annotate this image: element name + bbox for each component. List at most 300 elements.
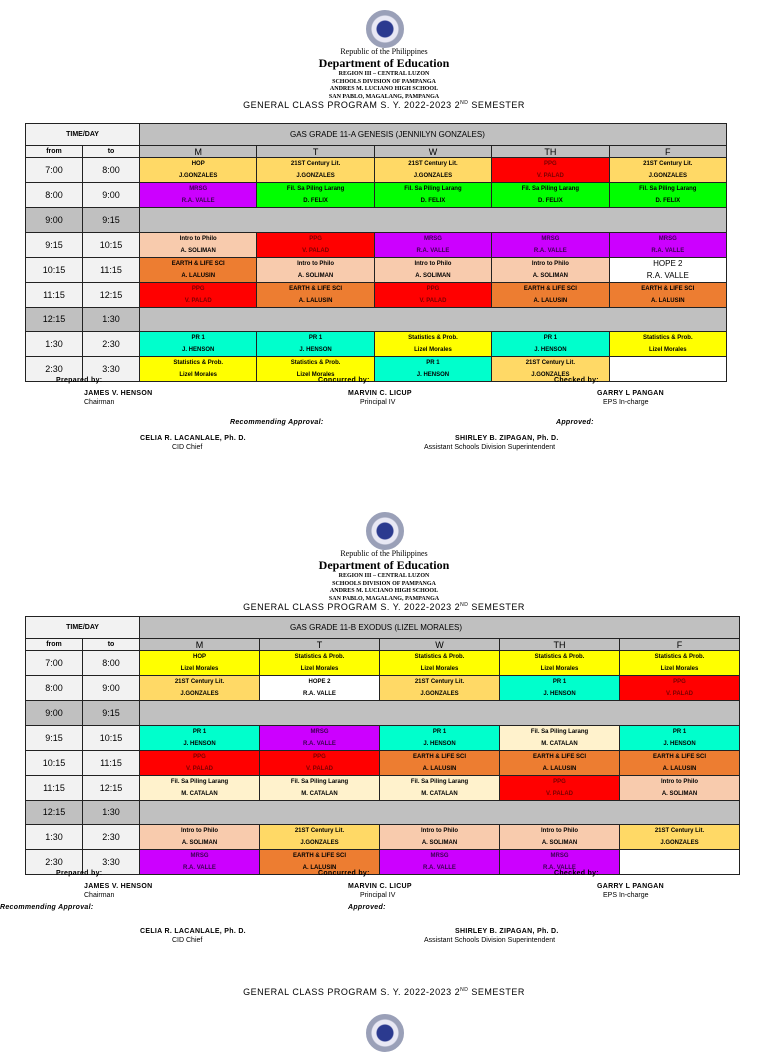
subject: Statistics & Prob.	[408, 335, 458, 341]
subject: PPG	[426, 285, 440, 292]
time-to: 9:00	[83, 183, 140, 208]
division-text: SCHOOLS DIVISION OF PAMPANGA	[332, 580, 436, 587]
teacher: J.GONZALES	[413, 173, 453, 179]
schedule-row	[26, 357, 727, 382]
teacher: J. HENSON	[299, 347, 332, 353]
subject: Intro to Philo	[661, 778, 698, 785]
time-to: 8:00	[83, 158, 140, 183]
republic-text: Republic of the Philippines	[340, 47, 428, 56]
teacher: M. CATALAN	[301, 790, 338, 797]
subject: EARTH & LIFE SCI	[171, 260, 225, 267]
teacher: M. CATALAN	[181, 790, 218, 797]
subject: PR 1	[552, 679, 567, 685]
schedule-row	[26, 676, 740, 701]
to-header: to	[83, 639, 140, 651]
division-text: SCHOOLS DIVISION OF PAMPANGA	[332, 78, 436, 85]
class-cell[interactable]	[374, 332, 491, 357]
teacher: A. SOLIMAN	[661, 790, 698, 797]
prepared-name: JAMES V. HENSON	[84, 883, 153, 890]
day-header: T	[257, 146, 374, 158]
break-row	[26, 701, 740, 726]
subject: Fil. Sa Piling Larang	[290, 778, 349, 785]
class-cell[interactable]	[620, 676, 740, 701]
teacher: J. HENSON	[183, 740, 216, 747]
class-cell[interactable]	[500, 750, 620, 775]
class-cell[interactable]	[609, 332, 726, 357]
teacher: A. LALUSIN	[533, 297, 568, 304]
class-cell[interactable]	[140, 257, 257, 282]
subject: Fil. Sa Piling Larang	[286, 186, 345, 192]
subject: Fil. Sa Piling Larang	[410, 778, 469, 785]
time-from: 9:00	[26, 701, 83, 726]
subject: 21ST Century Lit.	[414, 679, 465, 685]
schedule-row	[26, 725, 740, 750]
subject: EARTH & LIFE SCI	[641, 285, 695, 292]
class-cell[interactable]	[492, 183, 609, 208]
time-from: 10:15	[26, 750, 83, 775]
teacher: Lizel Morales	[540, 666, 579, 672]
concurred-label: Concurred by:	[318, 377, 370, 384]
subject: HOPE 2	[308, 679, 331, 685]
deped-seal-icon	[366, 512, 404, 550]
program-title	[0, 100, 768, 110]
class-cell[interactable]	[140, 357, 257, 382]
class-cell[interactable]	[374, 357, 491, 382]
class-schedule-table	[25, 123, 727, 382]
class-cell[interactable]	[380, 676, 500, 701]
teacher: V. PALAD	[305, 765, 333, 772]
to-header: to	[83, 146, 140, 158]
school-address: SAN PABLO, MAGALANG, PAMPANGA	[328, 93, 440, 100]
school-name: ANDRES M. LUCIANO HIGH SCHOOL	[329, 588, 439, 594]
checked-name: GARRY L PANGAN	[597, 390, 664, 397]
day-header: T	[260, 639, 380, 651]
recommending-name: CELIA R. LACANLALE, Ph. D.	[140, 928, 246, 935]
subject: 21ST Century Lit.	[294, 828, 345, 834]
class-cell[interactable]	[260, 775, 380, 800]
checked-label: Checked by:	[554, 377, 599, 384]
subject: EARTH & LIFE SCI	[532, 753, 586, 760]
time-day-header: TIME/DAY	[26, 617, 140, 639]
class-cell[interactable]	[374, 257, 491, 282]
class-cell[interactable]	[257, 183, 374, 208]
subject: 21ST Century Lit.	[525, 360, 576, 366]
class-cell[interactable]	[260, 725, 380, 750]
program-text: GENERAL CLASS PROGRAM S. Y. 2022-2023 2	[243, 100, 461, 110]
class-cell[interactable]	[374, 183, 491, 208]
teacher: R.A. VALLE	[651, 247, 685, 254]
schedule-row	[26, 750, 740, 775]
teacher: V. PALAD	[184, 297, 212, 304]
subject: PR 1	[191, 335, 205, 341]
republic-text: Republic of the Philippines	[340, 549, 428, 558]
subject: MRSG	[430, 853, 449, 859]
time-to: 11:15	[83, 750, 140, 775]
school-address: SAN PABLO, MAGALANG, PAMPANGA	[328, 595, 440, 602]
subject: Statistics & Prob.	[173, 360, 224, 366]
subject: Intro to Philo	[179, 235, 217, 242]
day-header: TH	[500, 639, 620, 651]
concurred-title: Principal IV	[360, 399, 396, 406]
class-cell[interactable]	[374, 232, 491, 257]
teacher: R.A. VALLE	[303, 691, 336, 697]
time-from: 9:00	[26, 208, 83, 233]
subject: Fil. Sa Piling Larang	[639, 186, 697, 192]
school-info	[0, 71, 768, 101]
class-cell[interactable]	[500, 725, 620, 750]
subject: PR 1	[672, 728, 687, 735]
teacher: V. PALAD	[536, 173, 564, 179]
teacher: D. FELIX	[538, 198, 563, 204]
break-cell	[140, 208, 727, 233]
subject: PR 1	[308, 335, 323, 341]
recommending-name: CELIA R. LACANLALE, Ph. D.	[140, 435, 246, 442]
recommending-label: Recommending Approval:	[230, 419, 324, 426]
teacher: R.A. VALLE	[183, 865, 216, 871]
class-cell[interactable]	[609, 232, 726, 257]
subject: 21ST Century Lit.	[408, 161, 458, 167]
schedule-row	[26, 232, 727, 257]
time-to: 8:00	[83, 651, 140, 676]
teacher: Lizel Morales	[296, 372, 335, 378]
teacher: A. SOLIMAN	[181, 840, 218, 846]
day-header: F	[620, 639, 740, 651]
teacher: J.GONZALES	[300, 840, 339, 846]
teacher: A. LALUSIN	[662, 765, 697, 772]
class-cell[interactable]	[140, 158, 257, 183]
approved-name: SHIRLEY B. ZIPAGAN, Ph. D.	[455, 928, 559, 935]
subject: Fil. Sa Piling Larang	[170, 778, 229, 785]
subject: PPG	[191, 285, 205, 292]
schedule-row	[26, 282, 727, 307]
day-header: W	[380, 639, 500, 651]
class-cell[interactable]	[492, 332, 609, 357]
teacher: J. HENSON	[182, 347, 215, 353]
class-cell[interactable]	[500, 775, 620, 800]
subject: PR 1	[426, 360, 440, 366]
program-text: GENERAL CLASS PROGRAM S. Y. 2022-2023 2	[243, 602, 461, 612]
subject: PPG	[673, 679, 686, 685]
section-title: GAS GRADE 11-A GENESIS (JENNILYN GONZALES)	[140, 124, 727, 146]
subject: Statistics & Prob.	[642, 335, 693, 341]
time-to: 10:15	[83, 232, 140, 257]
teacher: J. HENSON	[543, 691, 576, 697]
subject: PR 1	[432, 728, 447, 735]
teacher: J.GONZALES	[420, 691, 459, 697]
prepared-title: Chairman	[84, 399, 115, 406]
teacher: M. CATALAN	[421, 790, 458, 797]
class-cell[interactable]	[500, 825, 620, 850]
recommending-title: CID Chief	[172, 937, 203, 944]
teacher: Lizel Morales	[420, 666, 459, 672]
day-header: TH	[492, 146, 609, 158]
program-sup: ND	[460, 987, 469, 993]
program-title	[0, 602, 768, 612]
class-cell[interactable]	[380, 725, 500, 750]
subject: PPG	[309, 235, 322, 242]
subject: EARTH & LIFE SCI	[652, 753, 706, 760]
day-header: W	[374, 146, 491, 158]
subject: Statistics & Prob.	[534, 654, 585, 660]
time-from: 7:00	[26, 651, 83, 676]
program-sup: ND	[460, 602, 469, 608]
class-cell[interactable]	[609, 357, 726, 382]
teacher: V. PALAD	[545, 790, 573, 797]
approved-label: Approved:	[348, 904, 386, 911]
schedule-row	[26, 257, 727, 282]
time-to: 12:15	[83, 282, 140, 307]
time-to: 9:15	[83, 701, 140, 726]
class-cell[interactable]	[380, 775, 500, 800]
class-cell[interactable]	[140, 183, 257, 208]
class-cell[interactable]	[620, 750, 740, 775]
subject: MRSG	[550, 853, 569, 859]
teacher: M. CATALAN	[541, 740, 578, 747]
subject: EARTH & LIFE SCI	[289, 285, 343, 292]
teacher: A. SOLIMAN	[532, 272, 569, 279]
teacher: Lizel Morales	[648, 347, 687, 353]
subject: PPG	[313, 753, 326, 760]
schedule-row	[26, 850, 740, 875]
subject: PR 1	[192, 728, 207, 735]
class-cell[interactable]	[500, 676, 620, 701]
checked-title: EPS In-charge	[603, 399, 649, 406]
teacher: J.GONZALES	[531, 372, 570, 378]
from-header: from	[26, 639, 83, 651]
time-from: 1:30	[26, 332, 83, 357]
concurred-name: MARVIN C. LICUP	[348, 390, 412, 397]
class-schedule-table	[25, 616, 740, 875]
subject: Statistics & Prob.	[654, 654, 705, 660]
teacher: J. HENSON	[423, 740, 456, 747]
checked-label: Checked by:	[554, 870, 599, 877]
schedule-row	[26, 332, 727, 357]
day-header: M	[140, 639, 260, 651]
teacher: R.A. VALLE	[543, 865, 576, 871]
subject: Statistics & Prob.	[294, 654, 345, 660]
region-text: REGION III – CENTRAL LUZON	[338, 71, 430, 77]
time-from: 8:00	[26, 676, 83, 701]
subject: MRSG	[310, 728, 329, 735]
class-cell[interactable]	[257, 232, 374, 257]
time-to: 9:15	[83, 208, 140, 233]
teacher: V. PALAD	[419, 297, 447, 304]
teacher: J.GONZALES	[296, 173, 335, 179]
break-cell	[140, 701, 740, 726]
time-day-header: TIME/DAY	[26, 124, 140, 146]
subject: MRSG	[423, 235, 442, 242]
class-cell[interactable]	[140, 750, 260, 775]
class-cell[interactable]	[140, 332, 257, 357]
class-cell[interactable]	[140, 282, 257, 307]
concurred-label: Concurred by:	[318, 870, 370, 877]
teacher: J.GONZALES	[179, 173, 218, 179]
time-from: 10:15	[26, 257, 83, 282]
class-cell[interactable]	[140, 725, 260, 750]
class-cell[interactable]	[257, 332, 374, 357]
time-to: 1:30	[83, 800, 140, 825]
time-from: 12:15	[26, 800, 83, 825]
class-cell[interactable]	[380, 825, 500, 850]
time-from: 2:30	[26, 850, 83, 875]
teacher: A. LALUSIN	[542, 765, 577, 772]
class-cell[interactable]	[374, 282, 491, 307]
class-cell[interactable]	[257, 282, 374, 307]
school-info	[0, 573, 768, 603]
class-cell[interactable]	[620, 725, 740, 750]
class-cell[interactable]	[140, 676, 260, 701]
time-from: 7:00	[26, 158, 83, 183]
break-cell	[140, 800, 740, 825]
teacher: R.A. VALLE	[303, 740, 336, 747]
teacher: D. FELIX	[303, 198, 328, 204]
class-cell[interactable]	[609, 183, 726, 208]
subject: MRSG	[190, 853, 209, 859]
checked-title: EPS In-charge	[603, 892, 649, 899]
class-cell[interactable]	[260, 750, 380, 775]
approved-title: Assistant Schools Division Superintendent	[424, 444, 556, 451]
section-title: GAS GRADE 11-B EXODUS (LIZEL MORALES)	[140, 617, 740, 639]
subject: PPG	[553, 778, 566, 785]
time-from: 8:00	[26, 183, 83, 208]
class-cell[interactable]	[260, 651, 380, 676]
class-cell[interactable]	[374, 158, 491, 183]
teacher: A. SOLIMAN	[421, 840, 458, 846]
class-cell[interactable]	[500, 651, 620, 676]
subject: MRSG	[189, 186, 208, 192]
subject: MRSG	[541, 235, 560, 242]
teacher: D. FELIX	[420, 198, 446, 204]
class-cell[interactable]	[492, 232, 609, 257]
class-cell[interactable]	[609, 257, 726, 282]
class-cell[interactable]	[140, 651, 260, 676]
class-cell[interactable]	[380, 850, 500, 875]
class-cell[interactable]	[140, 850, 260, 875]
class-cell[interactable]	[380, 651, 500, 676]
class-cell[interactable]	[257, 257, 374, 282]
subject: PPG	[544, 161, 557, 167]
concurred-title: Principal IV	[360, 892, 396, 899]
subject: HOP	[192, 654, 206, 660]
teacher: A. SOLIMAN	[415, 272, 451, 279]
class-cell[interactable]	[260, 676, 380, 701]
class-cell[interactable]	[620, 825, 740, 850]
class-cell[interactable]	[620, 850, 740, 875]
teacher: Lizel Morales	[300, 666, 339, 672]
recommending-title: CID Chief	[172, 444, 203, 451]
schedule-row	[26, 825, 740, 850]
subject: EARTH & LIFE SCI	[412, 753, 466, 760]
teacher: A. SOLIMAN	[297, 272, 334, 279]
teacher: A. SOLIMAN	[541, 840, 578, 846]
class-cell[interactable]	[257, 158, 374, 183]
time-from: 1:30	[26, 825, 83, 850]
program-title	[0, 987, 768, 997]
subject: EARTH & LIFE SCI	[292, 853, 346, 859]
schedule-row	[26, 775, 740, 800]
time-from: 9:15	[26, 232, 83, 257]
region-text: REGION III – CENTRAL LUZON	[338, 573, 430, 579]
break-cell	[140, 307, 727, 332]
program-end: SEMESTER	[468, 987, 525, 997]
recommending-label: Recommending Approval:	[0, 904, 94, 911]
time-from: 11:15	[26, 775, 83, 800]
program-end: SEMESTER	[468, 602, 525, 612]
teacher: Lizel Morales	[660, 666, 699, 672]
prepared-label: Prepared by:	[56, 870, 103, 877]
subject: 21ST Century Lit.	[290, 161, 341, 167]
teacher: V. PALAD	[185, 765, 213, 772]
subject: Fil. Sa Piling Larang	[404, 186, 462, 192]
school-name: ANDRES M. LUCIANO HIGH SCHOOL	[329, 86, 439, 92]
break-row	[26, 208, 727, 233]
teacher: R.A. VALLE	[423, 865, 456, 871]
teacher: Lizel Morales	[179, 372, 218, 378]
program-text: GENERAL CLASS PROGRAM S. Y. 2022-2023 2	[243, 987, 461, 997]
subject: Fil. Sa Piling Larang	[521, 186, 580, 192]
teacher: R.A. VALLE	[181, 198, 215, 204]
program-end: SEMESTER	[468, 100, 525, 110]
teacher: J. HENSON	[534, 347, 567, 353]
teacher: J.GONZALES	[648, 173, 687, 179]
class-cell[interactable]	[492, 158, 609, 183]
time-from: 9:15	[26, 725, 83, 750]
class-cell[interactable]	[380, 750, 500, 775]
subject: Intro to Philo	[181, 828, 218, 834]
subject: HOP	[191, 161, 205, 167]
time-to: 2:30	[83, 332, 140, 357]
subject: Statistics & Prob.	[414, 654, 465, 660]
time-from: 12:15	[26, 307, 83, 332]
teacher: V. PALAD	[665, 691, 693, 697]
subject: 21ST Century Lit.	[643, 161, 693, 167]
checked-name: GARRY L PANGAN	[597, 883, 664, 890]
subject: Statistics & Prob.	[290, 360, 341, 366]
class-cell[interactable]	[492, 257, 609, 282]
teacher: J. HENSON	[416, 372, 450, 378]
subject: Fil. Sa Piling Larang	[530, 728, 589, 735]
subject: PPG	[193, 753, 206, 760]
department-title: Department of Education	[318, 558, 450, 572]
time-to: 11:15	[83, 257, 140, 282]
subject: Intro to Philo	[421, 828, 458, 834]
class-cell[interactable]	[609, 158, 726, 183]
subject: Intro to Philo	[531, 260, 569, 267]
schedule-row	[26, 651, 740, 676]
class-cell[interactable]	[620, 651, 740, 676]
from-header: from	[26, 146, 83, 158]
subject: 21ST Century Lit.	[174, 679, 225, 685]
approved-title: Assistant Schools Division Superintendent	[424, 937, 556, 944]
class-cell[interactable]	[140, 232, 257, 257]
class-cell[interactable]	[492, 282, 609, 307]
teacher: R.A. VALLE	[533, 247, 567, 254]
time-to: 10:15	[83, 725, 140, 750]
class-cell[interactable]	[140, 825, 260, 850]
class-cell[interactable]	[609, 282, 726, 307]
teacher: A. LALUSIN	[181, 272, 216, 279]
time-to: 1:30	[83, 307, 140, 332]
program-sup: ND	[460, 100, 469, 106]
class-cell[interactable]	[260, 825, 380, 850]
prepared-label: Prepared by:	[56, 377, 103, 384]
class-cell[interactable]	[620, 775, 740, 800]
break-row	[26, 307, 727, 332]
schedule-row	[26, 183, 727, 208]
class-cell[interactable]	[140, 775, 260, 800]
time-from: 2:30	[26, 357, 83, 382]
teacher: R.A. VALLE	[416, 247, 450, 254]
